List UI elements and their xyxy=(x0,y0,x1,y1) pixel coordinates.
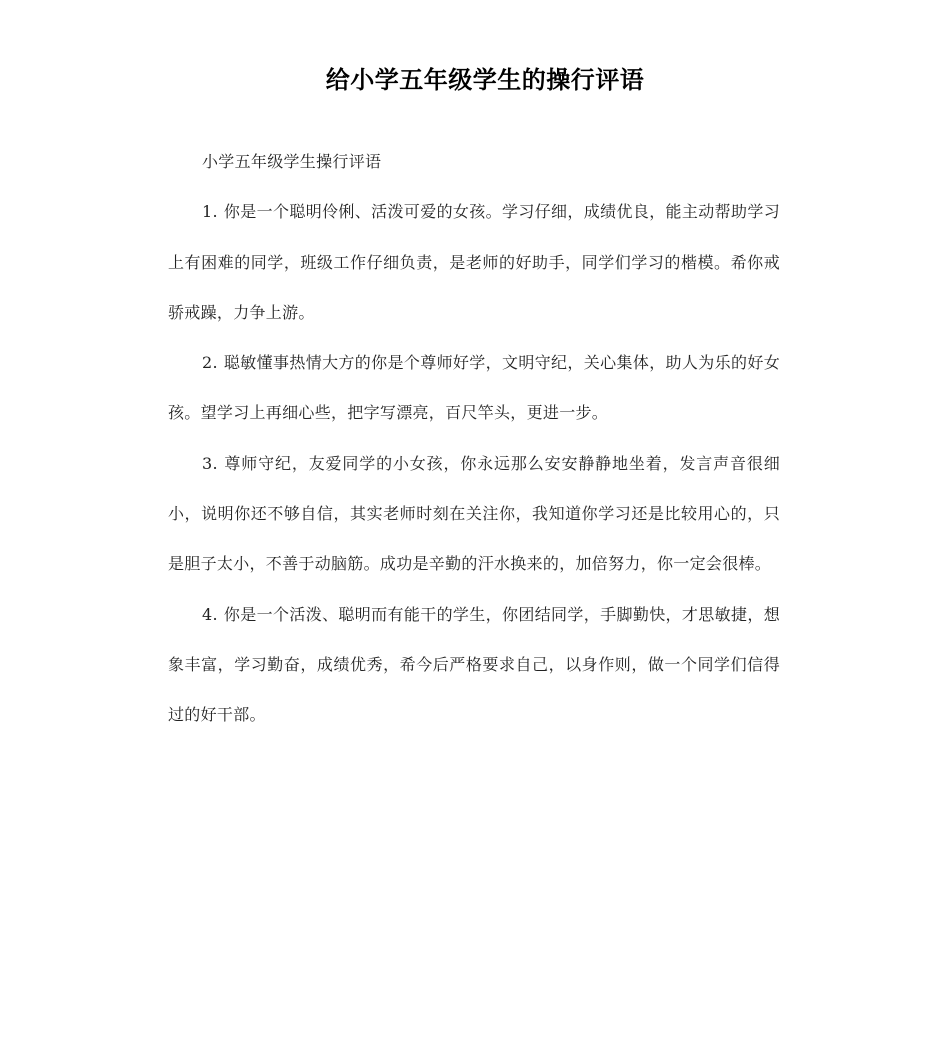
comment-text: 你是一个活泼、聪明而有能干的学生，你团结同学，手脚勤快，才思敏捷，想象丰富，学习勤奋，成绩优秀，希今后严格要求自己，以身作则，做一个同学们信得过的好干部。 xyxy=(168,604,780,725)
comment-text: 你是一个聪明伶俐、活泼可爱的女孩。学习仔细，成绩优良，能主动帮助学习上有困难的同学，班级工作仔细负责，是老师的好助手，同学们学习的楷模。希你戒骄戒躁，力争上游。 xyxy=(168,202,780,322)
comment-number: 3. xyxy=(202,453,218,473)
document-subtitle: 小学五年级学生操行评语 xyxy=(202,152,382,171)
comment-text: 尊师守纪，友爱同学的小女孩，你永远那么安安静静地坐着，发言声音很细小，说明你还不够自信，其实老师时刻在关注你，我知道你学习还是比较用心的，只是胆子太小，不善于动脑筋。成功是辛勤的汗水换来的，加倍努力，你一定会很棒。 xyxy=(168,453,780,574)
comment-number: 1. xyxy=(202,202,218,222)
comment-item-1 xyxy=(168,187,780,338)
document-title: 给小学五年级学生的操行评语 xyxy=(325,66,645,94)
comment-text: 聪敏懂事热情大方的你是个尊师好学，文明守纪，关心集体，助人为乐的好女孩。望学习上再细心些，把字写漂亮，百尺竿头，更进一步。 xyxy=(168,353,780,423)
comment-item-3 xyxy=(168,439,780,590)
comment-number: 4. xyxy=(202,604,218,624)
comment-item-4 xyxy=(168,590,780,741)
document-body xyxy=(168,137,780,741)
comment-item-2 xyxy=(168,338,780,439)
comment-number: 2. xyxy=(202,353,218,373)
